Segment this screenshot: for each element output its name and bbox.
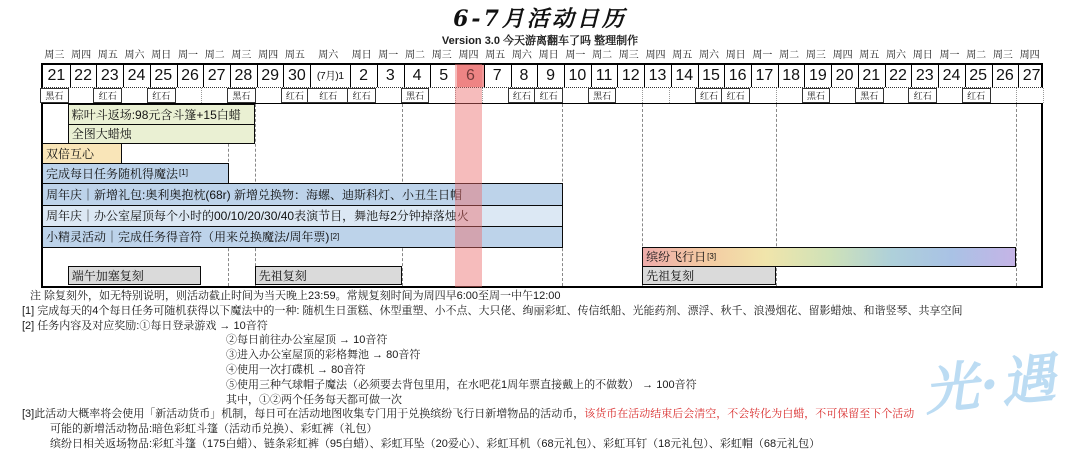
date-cell: (7月)1: [310, 65, 351, 87]
weekday-label: 周四: [645, 50, 666, 61]
weekday-label: 周一: [752, 50, 773, 61]
date-cell: 7: [484, 65, 512, 87]
date-cell: 21: [43, 65, 71, 87]
weekday-label: 周二: [966, 50, 987, 61]
weekday-label: 周三: [805, 50, 826, 61]
date-cell: 12: [617, 65, 645, 87]
note-line: [22, 289, 1072, 304]
date-cell: 9: [537, 65, 565, 87]
date-cell: 3: [377, 65, 405, 87]
event-label: 周年庆｜办公室屋顶每个小时的00/10/20/30/40表演节目，舞池每2分钟掉落烛火: [46, 209, 469, 223]
weekday-label: 周四: [258, 50, 279, 61]
page-subtitle: Version 3.0 今天游离翻车了吗 整理制作: [441, 35, 639, 47]
stone-cell: [589, 88, 617, 103]
event-bar: [42, 205, 563, 227]
weekday-label: 周六: [318, 50, 339, 61]
stone-cell: [68, 88, 96, 103]
date-cell: 23: [96, 65, 124, 87]
event-bar: [68, 104, 255, 125]
weekday-label: 周二: [405, 50, 426, 61]
weekday-row: [41, 50, 1043, 63]
event-bar: 小精灵活动｜完成任务得音符（用来兑换魔法/周年票) [2]: [42, 226, 563, 248]
weekday-label: 周日: [912, 50, 933, 61]
stone-cell: [615, 88, 643, 103]
date-cell: 22: [70, 65, 98, 87]
note-text: 注 除复刻外，如无特别说明，则活动截止时间为当天晚上23:59。常规复刻时间为周四早6:00至周一中午12:00: [30, 290, 561, 302]
date-cell: 14: [671, 65, 699, 87]
stone-cell: [121, 88, 149, 103]
weekday-label: 周四: [458, 50, 479, 61]
weekday-label: 周六: [511, 50, 532, 61]
stone-cell: [308, 88, 349, 103]
stone-cell: [696, 88, 724, 103]
stone-cell: [255, 88, 283, 103]
event-bar: 缤纷飞行日 [3]: [642, 247, 1016, 267]
date-cell: 29: [257, 65, 285, 87]
date-cell: 11: [591, 65, 619, 87]
weekday-label: 周五: [672, 50, 693, 61]
stone-badge: 红石: [908, 88, 937, 103]
note-warning-text: 该货币在活动结束后会清空，不会转化为白蜡，不可保留至下个活动: [584, 408, 915, 421]
weekday-label: 周六: [698, 50, 719, 61]
stone-badge: 红石: [721, 88, 750, 103]
event-bar: [68, 266, 202, 286]
event-label: 双倍互心: [46, 146, 95, 161]
stone-cell: [535, 88, 563, 103]
gantt-body: [41, 103, 1043, 288]
event-label: 完成每日任务随机得魔法: [46, 166, 179, 181]
stone-cell: [936, 88, 964, 103]
note-text: ②每日前往办公室屋顶 → 10音符: [226, 334, 388, 347]
date-cell: 24: [938, 65, 966, 87]
date-cell: 13: [644, 65, 672, 87]
stone-cell: [228, 88, 256, 103]
stone-cell: [402, 88, 430, 103]
note-line: [22, 437, 1072, 452]
date-cell: 8: [511, 65, 539, 87]
note-text: [3]此活动大概率将会使用「新活动货币」机制，每日可在活动地图收集专门用于兑换缤纷飞行日新增物品的活动币，: [22, 408, 585, 421]
weekday-label: 周五: [859, 50, 880, 61]
event-label: 端午加塞复刻: [71, 268, 144, 283]
stone-badge: 红石: [508, 88, 537, 103]
stone-cell: [1016, 88, 1044, 103]
stone-badge: 红石: [281, 88, 310, 103]
date-cell: 2: [350, 65, 378, 87]
stone-badge: 红石: [307, 88, 349, 103]
weekday-label: 周五: [97, 50, 118, 61]
weekday-label: 周三: [431, 50, 452, 61]
weekday-label: 周三: [231, 50, 252, 61]
note-line: [22, 319, 1072, 334]
weekday-label: 周一: [378, 50, 399, 61]
weekday-label: 周一: [177, 50, 198, 61]
stone-badge: 黑石: [855, 88, 884, 103]
stone-cell: [722, 88, 750, 103]
date-cell: 19: [805, 65, 833, 87]
weekday-label: 周二: [779, 50, 800, 61]
weekday-label: 周一: [939, 50, 960, 61]
note-text: ④使用一次打碟机 → 80音符: [226, 363, 366, 376]
date-cell: 20: [831, 65, 859, 87]
weekday-label: 周六: [886, 50, 907, 61]
weekday-label: 周三: [992, 50, 1013, 61]
date-cell: 18: [778, 65, 806, 87]
stone-cell: [428, 88, 456, 103]
weekday-label: 周四: [71, 50, 92, 61]
event-label: 先祖复刻: [646, 268, 695, 283]
date-cell: 23: [911, 65, 939, 87]
date-cell: 15: [698, 65, 726, 87]
date-cell: 26: [177, 65, 205, 87]
weekday-label: 周日: [351, 50, 372, 61]
stone-cell: [201, 88, 229, 103]
date-cell: 24: [123, 65, 151, 87]
stone-badge: 红石: [695, 88, 724, 103]
note-text: 缤纷日相关返场物品:彩虹斗篷（175白蜡）、链条彩虹裤（95白蜡）、彩虹耳坠（20爱心）、彩虹耳机（68元礼包）、彩虹耳钉（18元礼包）、彩虹帽（68元礼包）: [50, 437, 821, 450]
stone-cell: [776, 88, 804, 103]
weekday-label: 周一: [565, 50, 586, 61]
stone-cell: [175, 88, 203, 103]
note-text: [2] 任务内容及对应奖励:①每日登录游戏 → 10音符: [22, 319, 268, 332]
stone-cell: [909, 88, 937, 103]
weekday-label: 周四: [1019, 50, 1040, 61]
stone-cell: [803, 88, 831, 103]
event-label: 周年庆｜新增礼包:奥利奥抱枕(68r) 新增兑换物：海螺、迪斯科灯、小丑生日帽: [46, 187, 463, 202]
event-label: 小精灵活动｜完成任务得音符（用来兑换魔法/周年票): [46, 230, 330, 244]
stone-cell: [509, 88, 537, 103]
stone-cell: [963, 88, 991, 103]
event-bar: [255, 266, 402, 286]
date-cell: 16: [724, 65, 752, 87]
date-cell: 10: [564, 65, 592, 87]
guide-line: [1016, 104, 1017, 286]
stone-row: [41, 88, 1043, 103]
weekday-label: 周二: [204, 50, 225, 61]
stone-cell: [282, 88, 310, 103]
date-cell: 22: [885, 65, 913, 87]
stone-badge: 红石: [347, 88, 376, 103]
note-line: [22, 333, 1072, 348]
date-cell: 25: [965, 65, 993, 87]
weekday-label: 周四: [832, 50, 853, 61]
watermark-logo: 光·遇: [920, 345, 1060, 423]
stone-cell: [348, 88, 376, 103]
stone-badge: 黑石: [40, 88, 69, 103]
date-cell: 4: [404, 65, 432, 87]
stone-badge: 红石: [962, 88, 991, 103]
page-title: 6-7月活动日历: [453, 6, 627, 32]
stone-cell: [94, 88, 122, 103]
date-cell: 5: [430, 65, 458, 87]
weekday-label: 周六: [124, 50, 145, 61]
stone-badge: 黑石: [588, 88, 617, 103]
weekday-label: 周二: [592, 50, 613, 61]
date-cell: 21: [858, 65, 886, 87]
stone-cell: [749, 88, 777, 103]
date-cell: 27: [203, 65, 231, 87]
date-cell: 28: [230, 65, 258, 87]
weekday-label: 周三: [618, 50, 639, 61]
stone-cell: [669, 88, 697, 103]
stone-badge: 红石: [93, 88, 122, 103]
date-cell: 30: [284, 65, 312, 87]
note-line: [22, 304, 1072, 319]
note-text: ⑤使用三种气球帽子魔法（必须要去背包里用，在水吧花1周年票直接戴上的不做数） → 100音符: [226, 378, 697, 391]
stone-cell: [856, 88, 884, 103]
event-bar: [642, 266, 776, 286]
stone-cell: [829, 88, 857, 103]
event-label: 缤纷飞行日: [646, 250, 707, 264]
note-text: 其中，①②两个任务每天都可做一次: [226, 393, 402, 406]
weekday-label: 周五: [284, 50, 305, 61]
event-label: 粽叶斗返场:98元含斗篷+15白蜡: [71, 107, 241, 122]
stone-cell: [41, 88, 69, 103]
event-label: 全图大蜡烛: [71, 127, 132, 142]
event-label: 先祖复刻: [258, 268, 307, 283]
weekday-label: 周日: [538, 50, 559, 61]
stone-badge: 黑石: [401, 88, 430, 103]
date-cell: 27: [1022, 67, 1041, 84]
stone-cell: [642, 88, 670, 103]
event-bar: [42, 143, 122, 164]
stone-cell: [148, 88, 176, 103]
note-text: 可能的新增活动物品:暗色彩虹斗篷（活动币兑换）、彩虹裤（礼包）: [50, 423, 378, 436]
weekday-label: 周五: [485, 50, 506, 61]
event-bar: 完成每日任务随机得魔法 [1]: [42, 163, 229, 185]
date-cell: 6: [457, 65, 485, 87]
stone-cell: [990, 88, 1018, 103]
stone-badge: 黑石: [802, 88, 831, 103]
stone-cell: [375, 88, 403, 103]
stone-cell: [482, 88, 510, 103]
stone-cell: [562, 88, 590, 103]
note-text: [1] 完成每天的4个每日任务可随机获得以下魔法中的一种: 随机生日蛋糕、休型重塑、小不点、大只佬、绚丽彩虹、传信纸船、光能药剂、漂浮、秋千、浪漫烟花、留影蜡烛、和谐竖琴、共享空间: [22, 304, 963, 317]
date-cell: 17: [751, 65, 779, 87]
note-text: ③进入办公室屋顶的彩格舞池 → 80音符: [226, 349, 421, 362]
stone-badge: 红石: [147, 88, 176, 103]
stone-badge: 红石: [534, 88, 563, 103]
date-cell: 25: [150, 65, 178, 87]
event-bar: [42, 183, 563, 206]
date-cell: 26: [992, 65, 1020, 87]
stone-cell: [883, 88, 911, 103]
date-row: [41, 63, 1043, 88]
weekday-label: 周三: [44, 50, 65, 61]
weekday-label: 周日: [725, 50, 746, 61]
stone-badge: 黑石: [227, 88, 256, 103]
today-highlight-band: [455, 64, 482, 287]
weekday-label: 周日: [151, 50, 172, 61]
event-bar: [68, 124, 255, 145]
